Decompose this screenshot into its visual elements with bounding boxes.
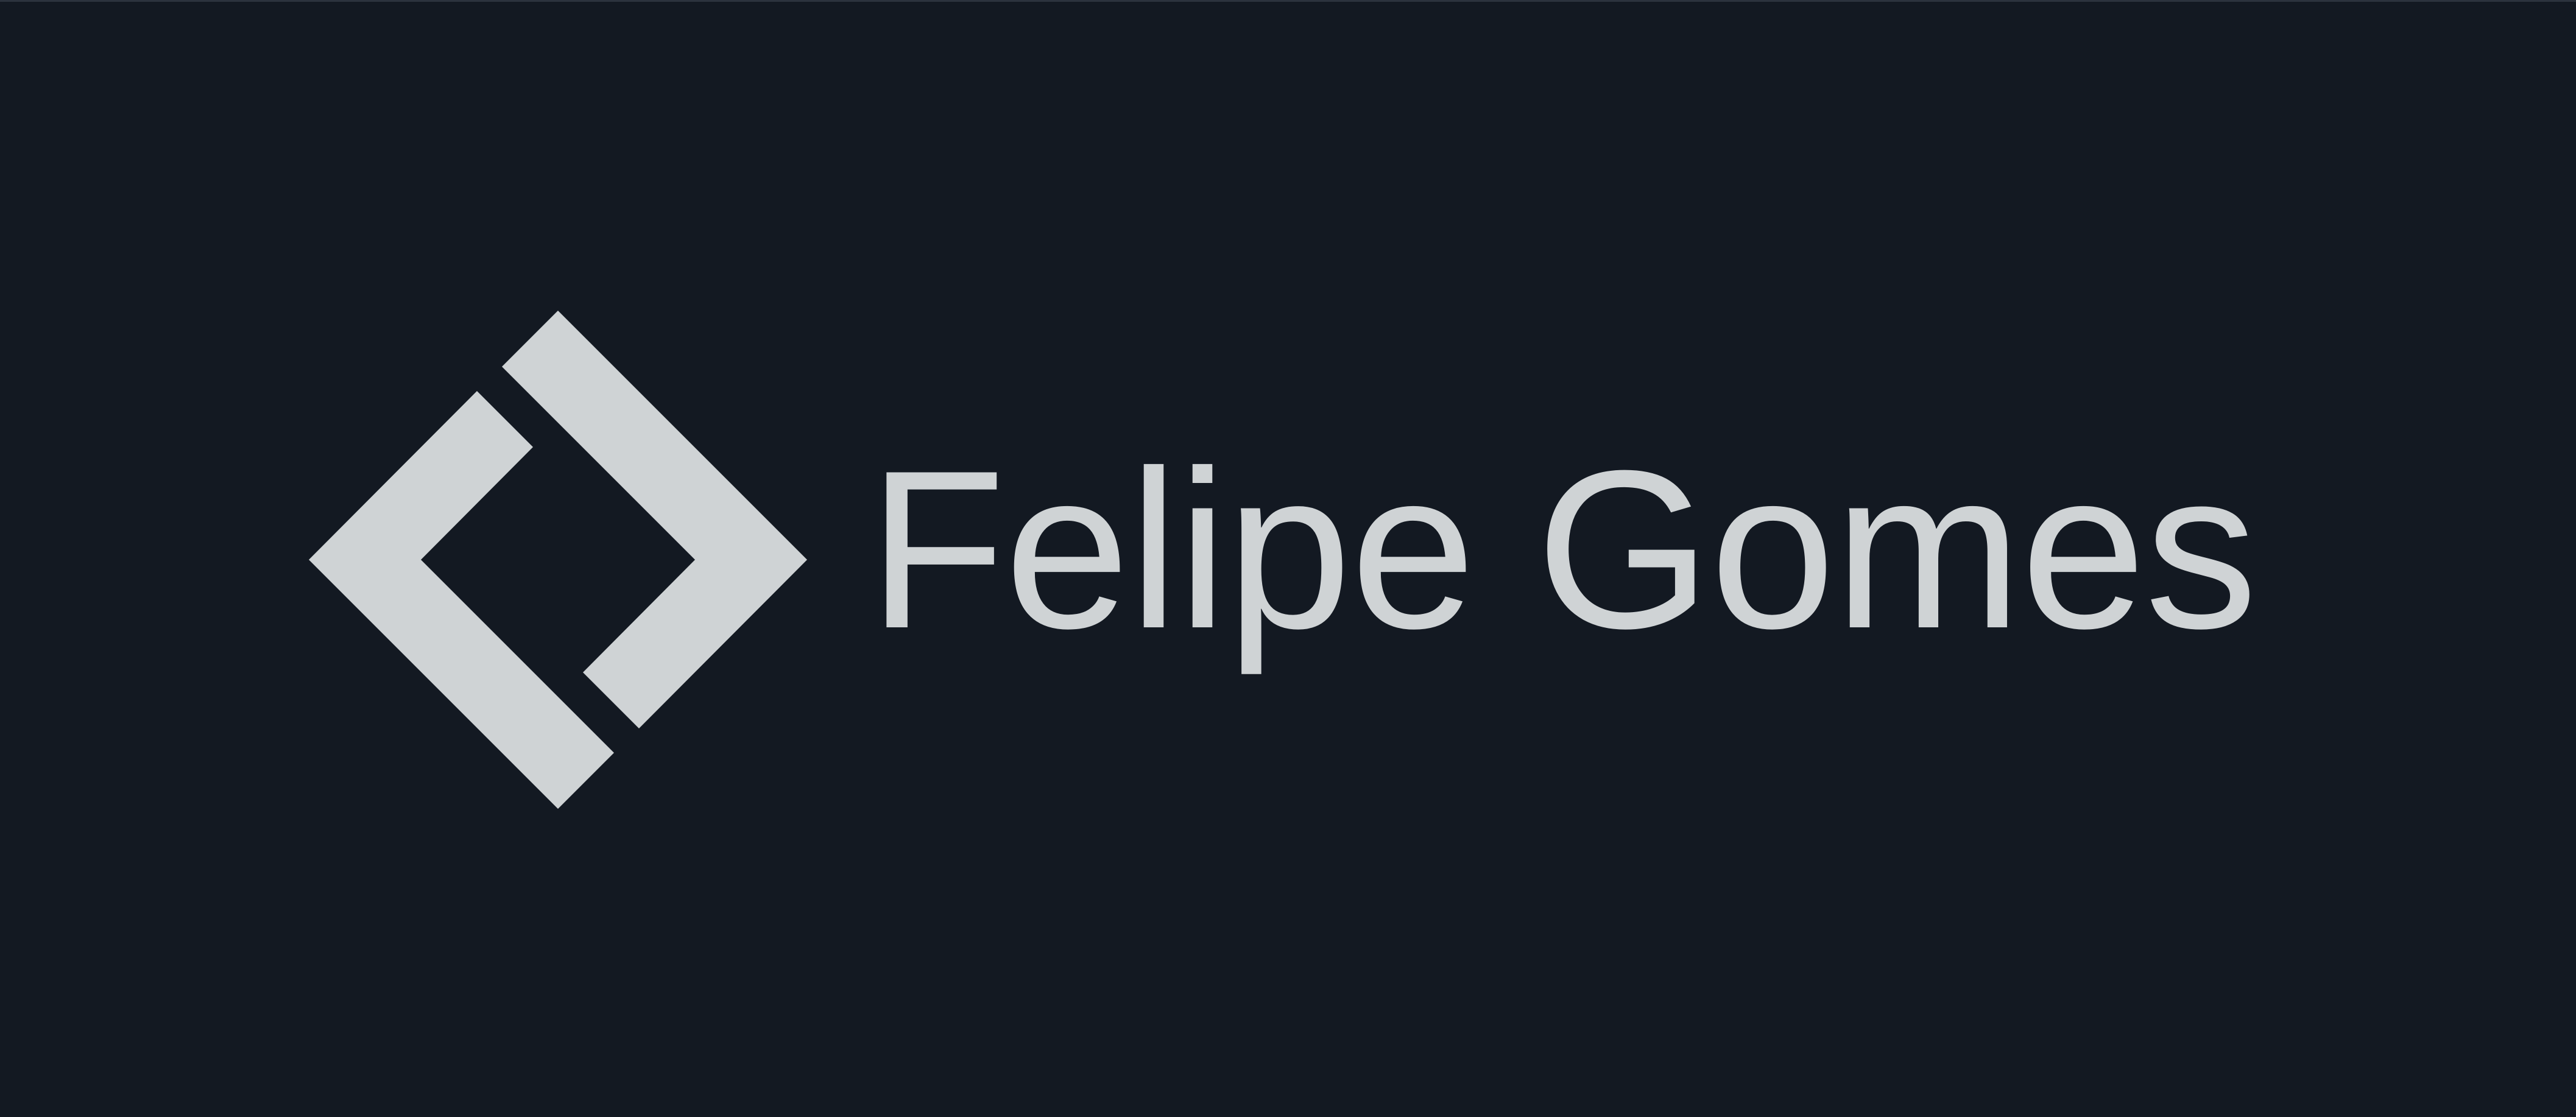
right-bracket-shape (502, 311, 807, 728)
brand-name: Felipe Gomes (868, 424, 2257, 675)
left-bracket-shape (309, 391, 614, 809)
